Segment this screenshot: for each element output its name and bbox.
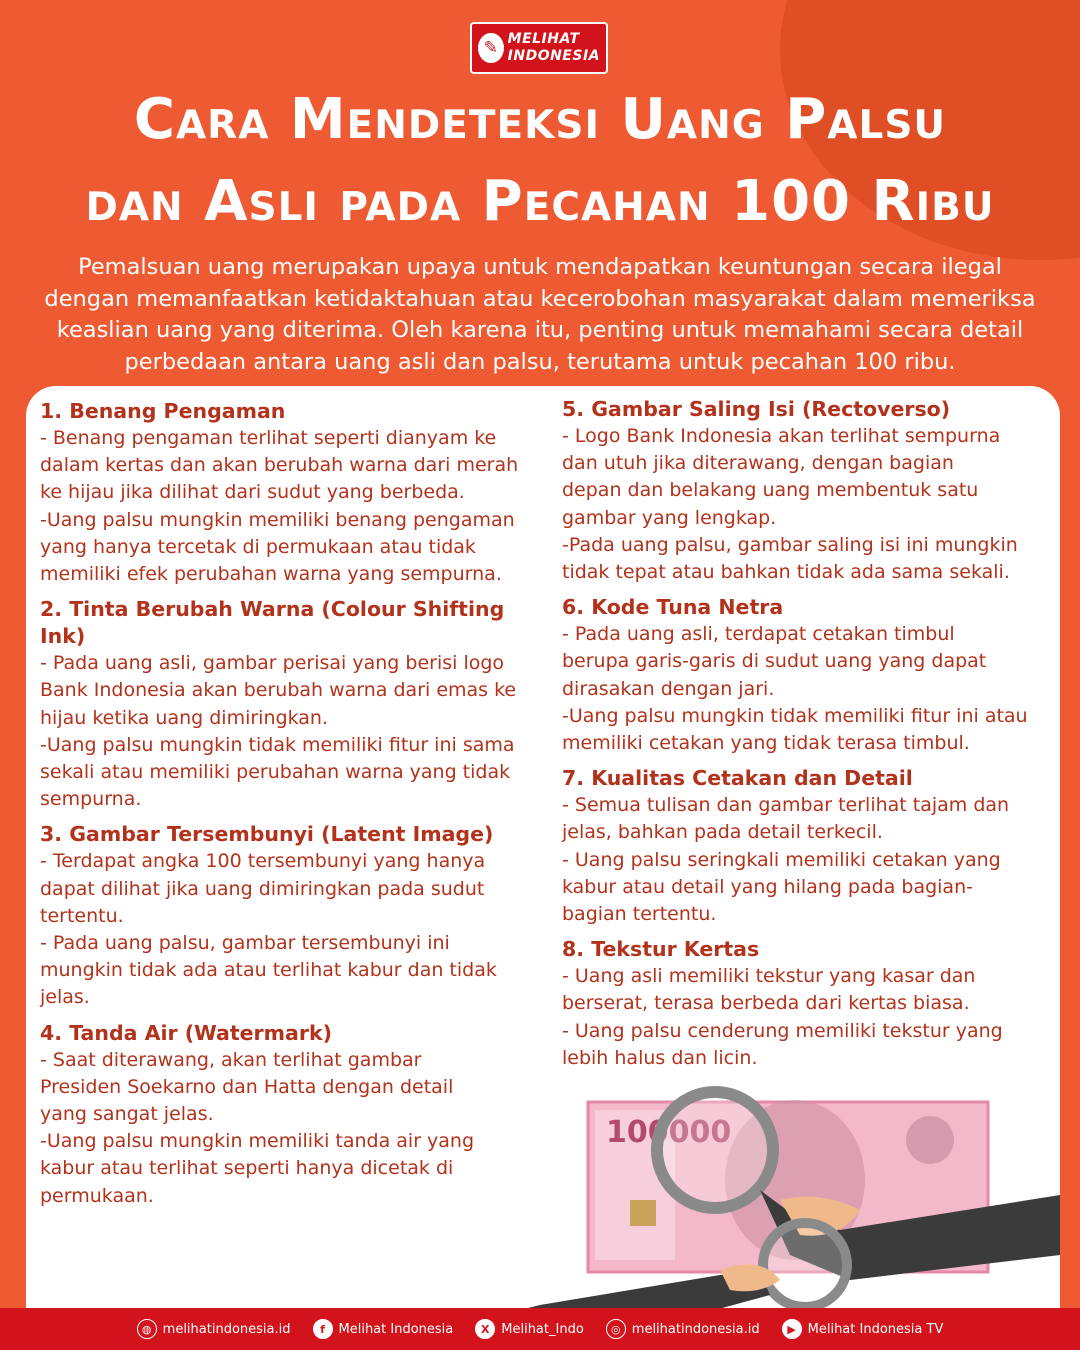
section-text: dirasakan dengan jari. [562,677,775,700]
section-text: sempurna. [40,788,142,811]
section-text: tidak tepat atau bahkan tidak ada sama sekali. [562,561,1010,584]
section-heading: 7. Kualitas Cetakan dan Detail [562,766,913,791]
section-text: permukaan. [40,1184,154,1207]
section-text: dalam kertas dan akan berubah warna dari merah [40,454,519,477]
section-text: - Uang palsu seringkali memiliki cetakan yang [562,848,1001,871]
section-text: Presiden Soekarno dan Hatta dengan detail [40,1075,454,1098]
section-text: -Uang palsu mungkin memiliki tanda air yang [40,1130,475,1153]
magnifier-small [763,1223,847,1307]
section-heading: 5. Gambar Saling Isi (Rectoverso) [562,397,951,421]
banknote-magnifier-illustration [460,1080,1060,1325]
section-text: - Semua tulisan dan gambar terlihat tajam dan [562,794,1010,817]
section-text: - Uang palsu cenderung memiliki tekstur yang [562,1019,1003,1042]
facebook-icon: f [313,1319,333,1339]
footer-label: Melihat Indonesia [338,1321,454,1337]
section-text: - Logo Bank Indonesia akan terlihat sempurna [562,425,1001,447]
footer-label: melihatindonesia.id [631,1321,760,1337]
feature-section [40,398,550,588]
section-heading: 8. Tekstur Kertas [562,937,760,962]
logo-text [508,31,600,65]
section-text: dan utuh jika diterawang, dengan bagian [562,452,954,475]
footer-label: Melihat Indonesia TV [807,1321,944,1337]
section-text: bagian tertentu. [562,903,717,926]
right-column [562,396,1052,1080]
intro-line: Pemalsuan uang merupakan upaya untuk mendapatkan keuntungan secara ilegal [78,254,1002,280]
section-heading: Ink) [40,624,86,649]
feature-section [562,396,1052,586]
feature-section [40,596,550,813]
footer-youtube[interactable] [782,1319,944,1339]
section-text: kabur atau terlihat seperti hanya dicetak di [40,1157,454,1180]
section-text: tertentu. [40,904,124,927]
footer-label: melihatindonesia.id [162,1321,291,1337]
garuda-emblem [906,1116,954,1164]
feature-section [40,821,550,1011]
section-text: -Uang palsu mungkin tidak memiliki fitur ini atau [562,704,1028,727]
footer-facebook[interactable] [313,1319,454,1339]
section-heading: 3. Gambar Tersembunyi (Latent Image) [40,822,494,847]
instagram-icon: ◎ [606,1319,626,1339]
intro-line: keaslian uang yang diterima. Oleh karena itu, penting untuk memahami secara detail [56,317,1024,343]
section-text: yang sangat jelas. [40,1103,214,1126]
section-text: depan dan belakang uang membentuk satu [562,479,979,502]
section-heading: 1. Benang Pengaman [40,399,286,423]
intro-line: perbedaan antara uang asli dan palsu, terutama untuk pecahan 100 ribu. [124,348,956,375]
section-text: Bank Indonesia akan berubah warna dari emas ke [40,679,517,702]
section-text: -Uang palsu mungkin tidak memiliki fitur ini sama [40,733,515,756]
brand-logo [470,22,608,74]
section-text: - Pada uang asli, terdapat cetakan timbul [562,623,955,646]
feature-section [562,594,1052,757]
section-text: yang hanya tercetak di permukaan atau tidak [40,535,476,558]
footer-x[interactable] [475,1319,584,1339]
section-text: sekali atau memiliki perubahan warna yang tidak [40,761,511,784]
section-text: - Saat diterawang, akan terlihat gambar [40,1048,422,1071]
pen-icon: ✎ [478,33,504,63]
section-heading: 6. Kode Tuna Netra [562,595,784,620]
footer-website[interactable] [137,1319,291,1339]
footer-bar [0,1308,1080,1350]
section-text: memiliki efek perubahan warna yang sempurna. [40,563,502,586]
page-title-line-1: Cara Mendeteksi Uang Palsu [133,87,947,152]
section-text: kabur atau detail yang hilang pada bagian- [562,875,973,898]
section-text: berserat, terasa berbeda dari kertas biasa. [562,992,970,1015]
feature-section [562,765,1052,928]
section-text: gambar yang lengkap. [562,506,777,529]
x-icon: X [475,1319,495,1339]
section-text: -Uang palsu mungkin memiliki benang pengaman [40,508,515,531]
section-heading: 4. Tanda Air (Watermark) [40,1020,332,1045]
intro-line: dengan memanfaatkan ketidaktahuan atau kecerobohan masyarakat dalam memeriksa [44,285,1036,312]
footer-label: Melihat_Indo [501,1321,584,1337]
section-heading: 2. Tinta Berubah Warna (Colour Shifting [40,597,505,622]
footer-instagram[interactable] [606,1319,760,1339]
section-text: lebih halus dan licin. [562,1046,758,1069]
section-text: jelas, bahkan pada detail terkecil. [562,821,883,844]
logo-line-2: INDONESIA [507,48,600,64]
intro-paragraph [40,252,1040,378]
section-text: - Pada uang asli, gambar perisai yang berisi logo [40,652,505,675]
section-text: berupa garis-garis di sudut uang yang dapat [562,650,987,673]
section-text: - Uang asli memiliki tekstur yang kasar dan [562,965,976,988]
page-title-line-2: dan Asli pada Pecahan 100 Ribu [85,169,995,234]
section-text: mungkin tidak ada atau terlihat kabur dan tidak [40,959,497,982]
section-text: - Benang pengaman terlihat seperti dianyam ke [40,427,497,449]
section-text: hijau ketika uang dimiringkan. [40,706,328,729]
section-text: - Pada uang palsu, gambar tersembunyi ini [40,932,450,955]
youtube-icon: ▶ [782,1319,802,1339]
logo-line-1: MELIHAT [507,31,580,47]
section-text: jelas. [40,986,90,1009]
banknote-number: 100000 [606,1115,732,1150]
section-text: - Terdapat angka 100 tersembunyi yang hanya [40,850,486,873]
section-text: memiliki cetakan yang tidak terasa timbul. [562,732,970,755]
magnifier-large [657,1092,773,1208]
section-text: -Pada uang palsu, gambar saling isi ini mungkin [562,533,1018,556]
bi-logo [630,1200,656,1226]
section-text: ke hijau jika dilihat dari sudut yang berbeda. [40,481,465,504]
section-text: dapat dilihat jika uang dimiringkan pada sudut [40,877,485,900]
feature-section [562,936,1052,1072]
globe-icon: ◍ [137,1319,157,1339]
